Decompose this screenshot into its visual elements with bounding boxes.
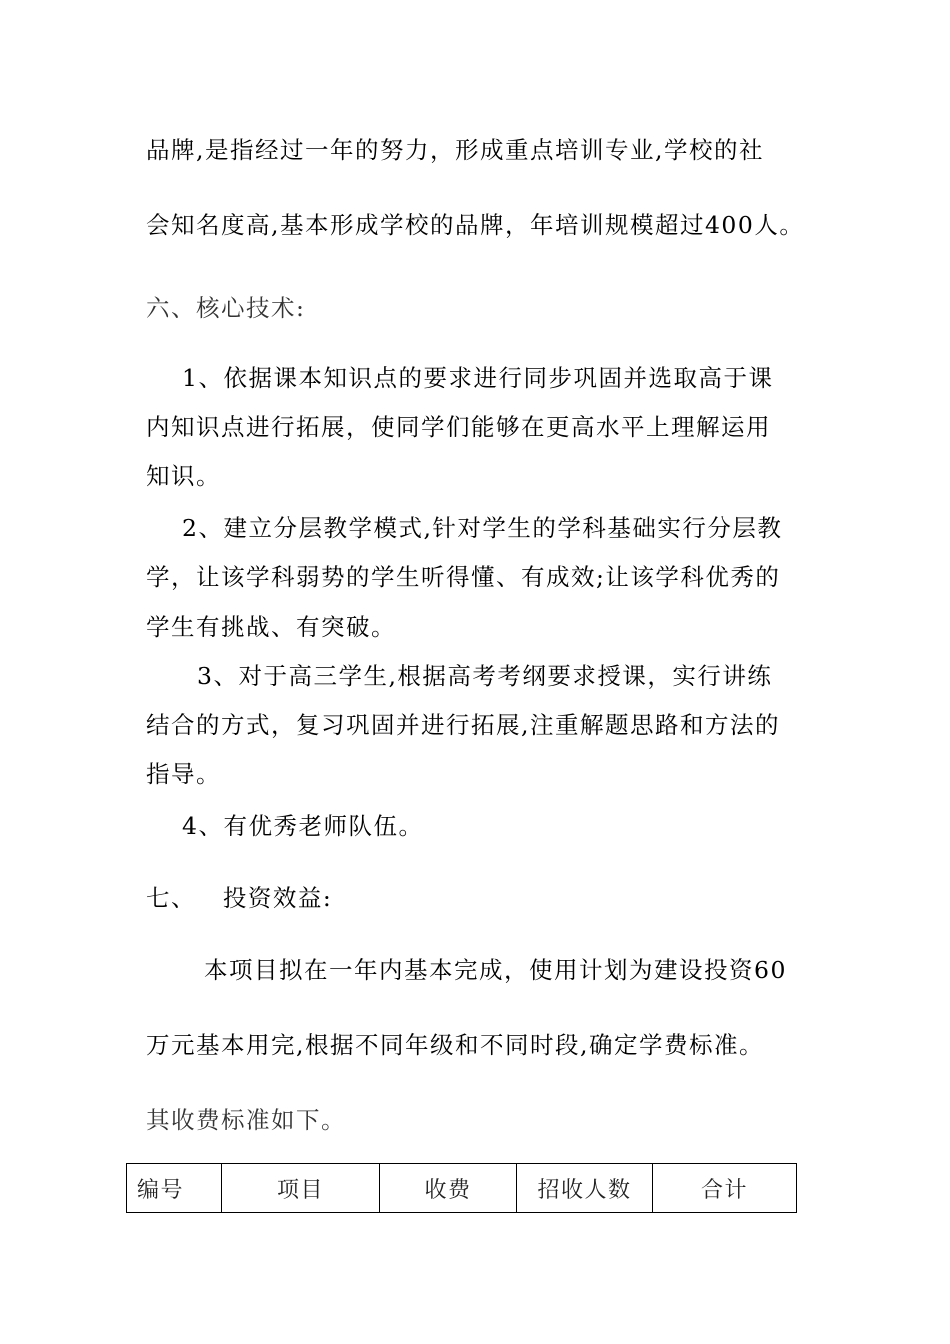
body-text-line: 会知名度高,基本形成学校的品牌，年培训规模超过400人。 bbox=[146, 211, 805, 239]
section-heading-core-technology: 六、核心技术: bbox=[146, 294, 306, 322]
body-text-line: 本项目拟在一年内基本完成，使用计划为建设投资60 bbox=[204, 956, 787, 984]
table-header-cell: 项目 bbox=[222, 1164, 380, 1213]
body-text-line: 内知识点进行拓展，使同学们能够在更高水平上理解运用 bbox=[146, 413, 771, 441]
body-text-line: 其收费标准如下。 bbox=[146, 1106, 346, 1134]
body-text-line: 指导。 bbox=[146, 760, 221, 788]
body-text-line: 结合的方式，复习巩固并进行拓展,注重解题思路和方法的 bbox=[146, 711, 780, 739]
body-text-line: 学生有挑战、有突破。 bbox=[146, 613, 396, 641]
body-text-line: 知识。 bbox=[146, 462, 221, 490]
table-header-cell: 收费 bbox=[380, 1164, 517, 1213]
list-item-4: 4、有优秀老师队伍。 bbox=[182, 812, 424, 840]
table-header-cell: 合计 bbox=[653, 1164, 797, 1213]
list-item-3: 3、对于高三学生,根据高考考纲要求授课，实行讲练 bbox=[197, 662, 773, 690]
body-text-line: 万元基本用完,根据不同年级和不同时段,确定学费标准。 bbox=[146, 1031, 764, 1059]
fee-table bbox=[126, 1163, 797, 1213]
table-header-cell: 招收人数 bbox=[517, 1164, 653, 1213]
section-heading-investment-benefit: 七、 投资效益: bbox=[146, 884, 333, 912]
list-item-2: 2、建立分层教学模式,针对学生的学科基础实行分层教 bbox=[182, 514, 783, 542]
list-item-1: 1、依据课本知识点的要求进行同步巩固并选取高于课 bbox=[182, 364, 774, 392]
table-header-row bbox=[127, 1164, 797, 1213]
body-text-line: 品牌,是指经过一年的努力，形成重点培训专业,学校的社 bbox=[146, 136, 764, 164]
table-header-cell: 编号 bbox=[127, 1164, 222, 1213]
body-text-line: 学，让该学科弱势的学生听得懂、有成效;让该学科优秀的 bbox=[146, 563, 781, 591]
